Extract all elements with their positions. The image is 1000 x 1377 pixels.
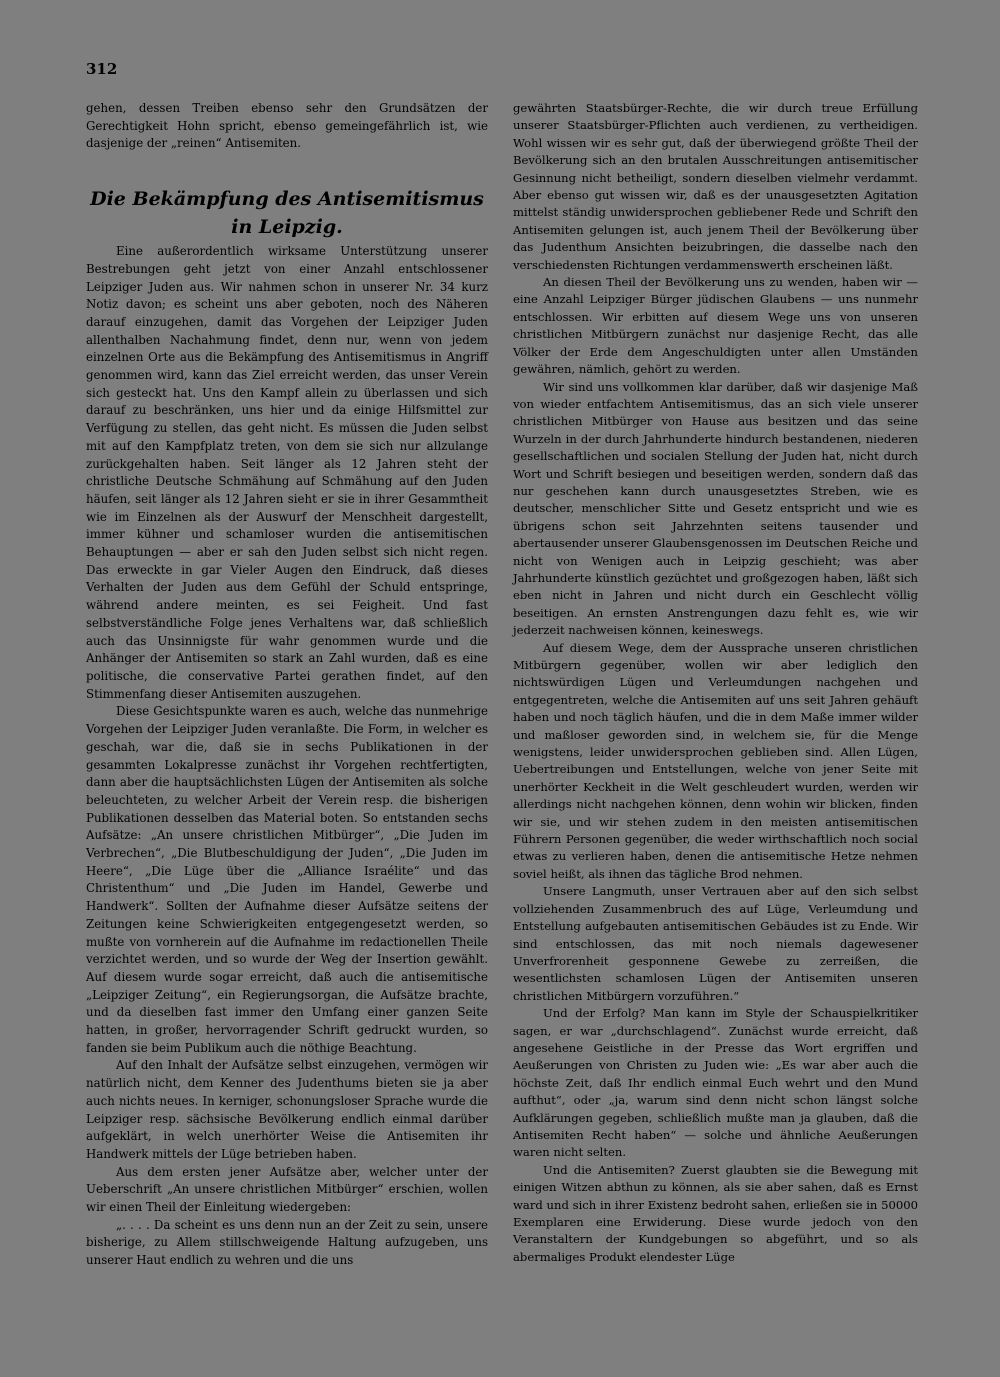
right-paragraph-4: Auf diesem Wege, dem der Aussprache unseren christlichen Mitbürgern gegenüber, wollen wir aber lediglich den nichtswürdigen Lügen und Verleumdungen nachgehen und entgegentreten, welche die Antisemiten auf uns seit Jahren gehäuft haben und noch täglich häufen, und die in dem Maße immer wilder und maßloser geworden sind, in welchem sie, für die Menge wenigstens, leider unwidersprochen geblieben sind. Allen Lügen, Uebertreibungen und Entstellungen, welche von jener Seite mit unerhörter Keckheit in die Welt geschleudert wurden, werden wir allerdings nicht nachgehen können, denn wohin wir blicken, finden wir sie, und wir stehen zudem in den meisten antisemitischen Führern Personen gegenüber, die weder wirthschaftlich noch social etwas zu verlieren haben, denen die antisemitische Hetze nehmen soviel heißt, als ihnen das tägliche Brod nehmen. [513,640,918,881]
left-fragment: gehen, dessen Treiben ebenso sehr den Grundsätzen der Gerechtigkeit Hohn spricht, ebenso gemeingefährlich ist, wie dasjenige der „reinen“ Antisemiten. [86,101,488,151]
right-paragraph-2: An diesen Theil der Bevölkerung uns zu wenden, haben wir — eine Anzahl Leipziger Bürger jüdischen Glaubens — uns nunmehr entschlossen. Wir erbitten auf diesem Wege uns von unseren christlichen Mitbürgern zunächst nur dasjenige Recht, das alle Völker der Erde dem Angeschuldigten unter allen Umständen gewähren, nämlich, gehört zu werden. [513,275,918,377]
left-paragraph-3: Auf den Inhalt der Aufsätze selbst einzugehen, vermögen wir natürlich nicht, dem Kenner des Judenthums bieten sie ja aber auch nichts neues. In kerniger, schonungsloser Sprache wurde die Leipziger resp. sächsische Bevölkerung endlich einmal darüber aufgeklärt, in welch unerhörter Weise die Antisemiten ihr Handwerk mittels der Lüge betrieben haben. [86,1058,488,1161]
right-paragraph-3: Wir sind uns vollkommen klar darüber, daß wir dasjenige Maß von wieder entfachtem Antisemitismus, das an sich viele unserer christlichen Mitbürger von Hause aus besitzen und das seine Wurzeln in der durch Jahrhunderte hindurch bestandenen, niederen gesellschaftlichen und socialen Stellung der Juden hat, nicht durch Wort und Schrift besiegen und beseitigen werden, sondern daß das nur geschehen kann durch unausgesetztes Streben, wie es deutscher, menschlicher Sitte und Gesetz entspricht und wie es übrigens schon seit Jahrzehnten seitens tausender und abertausender unserer Glaubensgenossen im Deutschen Reiche und nicht von Wenigen auch in Leipzig geschieht; was aber Jahrhunderte künstlich gezüchtet und großgezogen haben, läßt sich eben nicht in Jahren und nicht durch ein Geschlecht völlig beseitigen. An ernsten Anstrengungen dazu fehlt es, wie wir jederzeit nachweisen können, keineswegs. [513,379,918,638]
left-paragraph-1: Eine außerordentlich wirksame Unterstützung unserer Bestrebungen geht jetzt von einer Anzahl entschlossener Leipziger Juden aus. Wir nahmen schon in unserer Nr. 34 kurz Notiz davon; es scheint uns aber geboten, noch des Näheren darauf einzugehen, damit das Vorgehen der Leipziger Juden allenthalben Nachahmung findet, denn nur, wenn von jedem einzelnen Orte aus die Bekämpfung des Antisemitismus in Angriff genommen wird, kann das Ziel erreicht werden, das unser Verein sich gesteckt hat. Uns den Kampf allein zu überlassen und sich darauf zu beschränken, uns hier und da einige Hilfsmittel zur Verfügung zu stellen, das geht nicht. Es müssen die Juden selbst mit auf den Kampfplatz treten, von dem sie sich nur allzulange zurückgehalten haben. Seit länger als 12 Jahren steht der christliche Deutsche Schmähung auf Schmähung auf den Juden häufen, seit länger als 12 Jahren sieht er sie in ihrer Gesammtheit wie im Einzelnen als der Auswurf der Menschheit dargestellt, immer kühner und schamloser wurden die antisemitischen Behauptungen — aber er sah den Juden selbst sich nicht regen. Das erweckte in gar Vieler Augen den Eindruck, daß dieses Verhalten der Juden aus dem Gefühl der Schuld entspringe, während andere meinten, es sei Feigheit. Und fast selbstverständliche Folge jenes Verhaltens war, daß schließlich auch das Unsinnigste für wahr genommen wurde und die Anhänger der Antisemiten so stark an Zahl wurden, daß es eine politische, die conservative Partei gerathen findet, auf den Stimmenfang dieser Antisemiten auszugehen. [86,244,488,701]
article-heading: Die Bekämpfung des Antisemitismus in Leipzig. [90,188,484,239]
right-column [513,100,918,1266]
right-paragraph-5: Unsere Langmuth, unser Vertrauen aber auf den sich selbst vollziehenden Zusammenbruch des auf Lüge, Verleumdung und Entstellung aufgebauten antisemitischen Gebäudes ist zu Ende. Wir sind entschlossen, das mit noch niemals dagewesener Unverfrorenheit gesponnene Gewebe zu zerreißen, die wesentlichsten schamlosen Lügen der Antisemiten unseren christlichen Mitbürgern vorzuführen.“ [513,884,918,1003]
left-paragraph-4: Aus dem ersten jener Aufsätze aber, welcher unter der Ueberschrift „An unsere christlichen Mitbürger“ erschien, wollen wir einen Theil der Einleitung wiedergeben: [86,1164,488,1215]
right-paragraph-1: gewährten Staatsbürger-Rechte, die wir durch treue Erfüllung unserer Staatsbürger-Pflichten auch verdienen, zu vertheidigen. Wohl wissen wir es sehr gut, daß der überwiegend größte Theil der Bevölkerung sich an den brutalen Ausschreitungen antisemitischer Gesinnung nicht betheiligt, sondern dieselben vielmehr verdammt. Aber ebenso gut wissen wir, daß es der unausgesetzten Agitation mittelst ständig unwidersprochen gebliebener Rede und Schrift den Antisemiten gelungen ist, auch jenem Theil der Bevölkerung über das Judenthum Ansichten beizubringen, die dasselbe nach den verschiedensten Richtungen verdammenswerth erscheinen läßt. [513,101,918,272]
page-number: 312 [86,60,118,78]
left-paragraph-2: Diese Gesichtspunkte waren es auch, welche das nunmehrige Vorgehen der Leipziger Juden veranlaßte. Die Form, in welcher es geschah, war die, daß sie in sechs Publikationen in der gesammten Lokalpresse zunächst ihr Vorgehen rechtfertigten, dann aber die hauptsächlichsten Lügen der Antisemiten als solche beleuchteten, zu welcher Arbeit der Verein resp. die bisherigen Publikationen desselben das Material boten. So entstanden sechs Aufsätze: „An unsere christlichen Mitbürger“, „Die Juden im Verbrechen“, „Die Blutbeschuldigung der Juden“, „Die Juden im Heere“, „Die Lüge über die „Alliance Israélite“ und das Christenthum“ und „Die Juden im Handel, Gewerbe und Handwerk“. Sollten der Aufnahme dieser Aufsätze seitens der Zeitungen keine Schwierigkeiten entgegengesetzt werden, so mußte von vornherein auf die Aufnahme im redactionellen Theile verzichtet werden, und so wurde der Weg der Insertion gewählt. Auf diesem wurde sogar erreicht, daß auch die antisemitische „Leipziger Zeitung“, ein Regierungsorgan, die Aufsätze brachte, und da dieselben fast immer den Umfang einer ganzen Seite hatten, in großer, hervorragender Schrift gedruckt wurden, so fanden sie beim Publikum auch die nöthige Beachtung. [86,704,488,1055]
right-paragraph-6: Und der Erfolg? Man kann im Style der Schauspielkritiker sagen, er war „durchschlagend“. Zunächst wurde erreicht, daß angesehene Geistliche in der Presse das Wort ergriffen und Aeußerungen von Christen zu Juden wie: „Es war aber auch die höchste Zeit, daß Ihr endlich einmal Euch wehrt und den Mund aufthut“, oder „ja, warum sind denn nicht schon längst solche Aufklärungen gegeben, schließlich mußte man ja glauben, daß die Antisemiten Recht haben“ — solche und ähnliche Aeußerungen waren nicht selten. [513,1006,918,1160]
right-paragraph-7: Und die Antisemiten? Zuerst glaubten sie die Bewegung mit einigen Witzen abthun zu können, als sie aber sahen, daß es Ernst ward und sich in ihrer Existenz bedroht sahen, erließen sie in 50000 Exemplaren eine Erwiderung. Diese wurde jedoch von den Veranstaltern der Kundgebungen so abgeführt, und so als abermaliges Produkt elendester Lüge [513,1162,918,1264]
left-column [86,100,488,1270]
left-paragraph-5: „. . . . Da scheint es uns denn nun an der Zeit zu sein, unsere bisherige, zu Allem stillschweigende Haltung aufzugeben, uns unserer Haut endlich zu wehren und die uns [86,1217,488,1268]
